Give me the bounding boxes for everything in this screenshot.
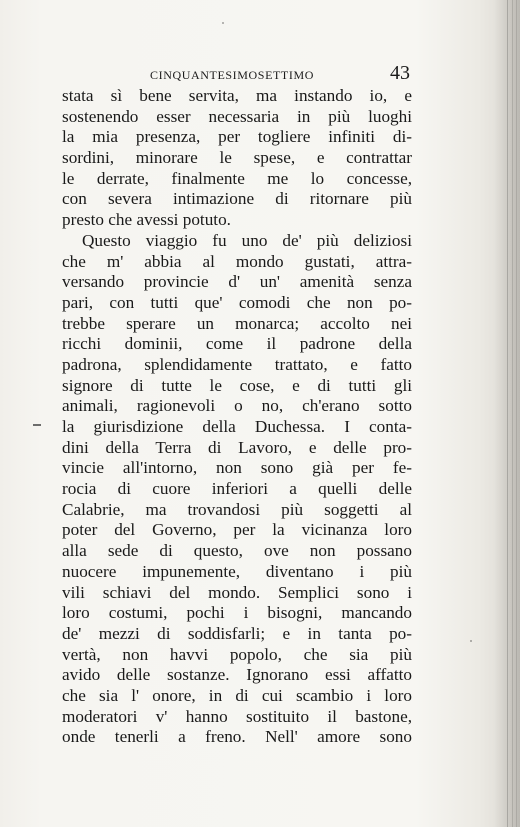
text-line: nuocere impunemente, diventano i più	[62, 561, 412, 581]
body-text	[62, 86, 412, 748]
page-header	[62, 62, 410, 88]
text-line: vertà, non havvi popolo, che sia più	[62, 644, 412, 664]
margin-mark	[33, 424, 41, 426]
text-line: Questo viaggio fu uno de' più deliziosi	[82, 230, 412, 250]
text-line: vincie all'intorno, non sono già per fe-	[62, 458, 412, 478]
text-line: rocia di cuore inferiori a quelli delle	[62, 479, 412, 499]
text-line: moderatori v' hanno sostituito il bastone,	[62, 706, 412, 726]
text-line: la mia presenza, per togliere infiniti di-	[62, 127, 412, 147]
text-line: pari, con tutti que' comodi che non po-	[62, 292, 412, 312]
text-line: onde tenerli a freno. Nell' amore sono	[62, 727, 412, 747]
page-edge-line	[507, 0, 508, 827]
text-line: vili schiavi del mondo. Semplici sono i	[62, 582, 412, 602]
text-line: sordini, minorare le spese, e contrattar	[62, 148, 412, 168]
text-line: la giurisdizione della Duchessa. I conta-	[62, 417, 412, 436]
text-line: che m' abbia al mondo gustati, attra-	[62, 251, 412, 271]
text-line: signore di tutte le cose, e di tutti gli	[62, 375, 412, 395]
text-line: le derrate, finalmente me lo concesse,	[62, 168, 412, 188]
text-line: avido delle sostanze. Ignorano essi affatto	[62, 665, 412, 685]
text-line: trebbe sperare un monarca; accolto nei	[62, 313, 412, 333]
running-head: CINQUANTESIMOSETTIMO	[150, 68, 314, 82]
text-line: ricchi dominii, come il padrone della	[62, 334, 412, 354]
text-line: che sia l' onore, in di cui scambio i loro	[62, 685, 412, 705]
text-line: versando provincie d' un' amenità senza	[62, 272, 412, 292]
page-edge-line	[516, 0, 517, 827]
text-line: dini della Terra di Lavoro, e delle pro-	[62, 437, 412, 457]
text-line: padrona, splendidamente trattato, e fatto	[62, 354, 412, 374]
page-edge-line	[512, 0, 513, 827]
paper-speck	[222, 22, 224, 24]
text-line: presto che avessi potuto.	[62, 210, 231, 230]
text-line: de' mezzi di soddisfarli; e in tanta po-	[62, 623, 412, 643]
text-line: poter del Governo, per la vicinanza loro	[62, 520, 412, 540]
text-line: alla sede di questo, ove non possano	[62, 541, 412, 561]
text-line: stata sì bene servita, ma instando io, e	[62, 86, 412, 105]
paper-speck	[470, 640, 472, 642]
text-line: loro costumi, pochi i bisogni, mancando	[62, 603, 412, 623]
text-line: sostenendo esser necessaria in più luoghi	[62, 106, 412, 126]
text-line: Calabrie, ma trovandosi più soggetti al	[62, 499, 412, 519]
page-number: 43	[390, 62, 410, 84]
text-line: con severa intimazione di ritornare più	[62, 189, 412, 209]
text-line: animali, ragionevoli o no, ch'erano sotto	[62, 396, 412, 416]
